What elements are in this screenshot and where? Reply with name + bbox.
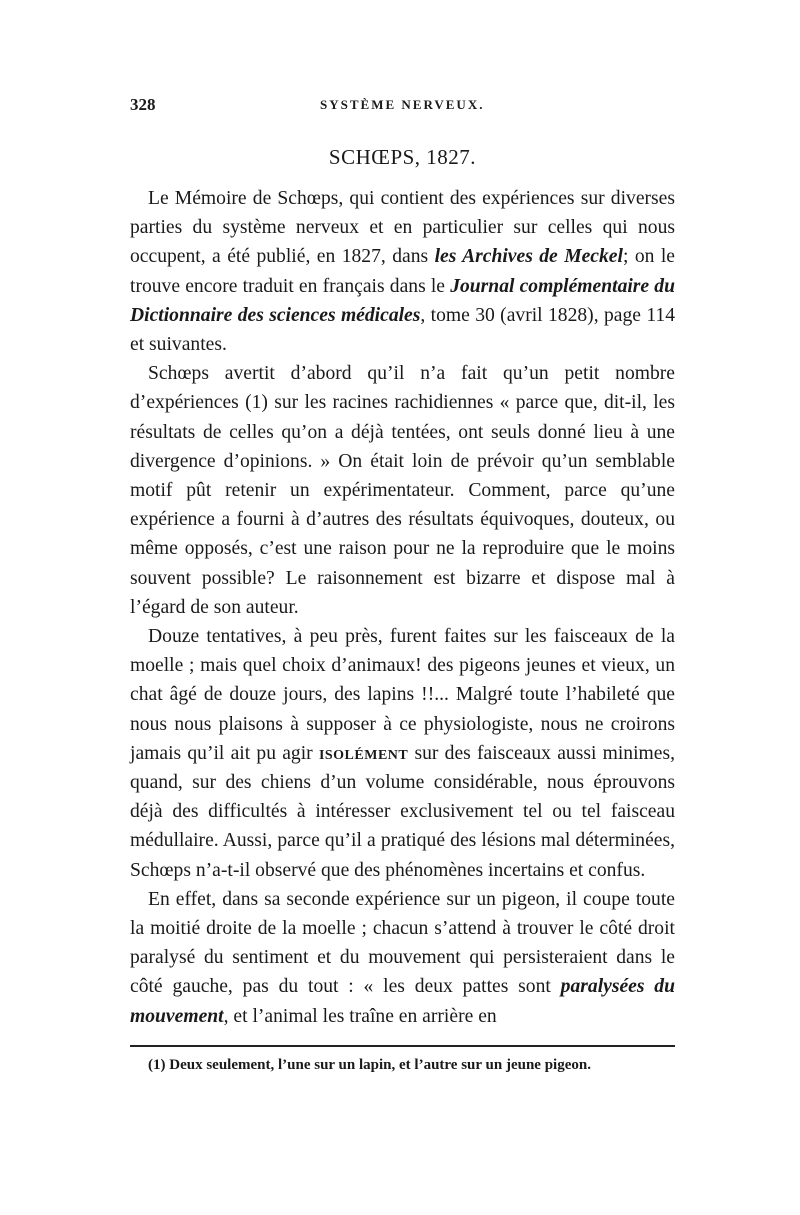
paragraph-1-italic-archives: les Archives de Meckel <box>434 246 623 268</box>
running-title: SYSTÈME NERVEUX. <box>320 97 485 112</box>
body-text <box>130 184 675 1031</box>
paragraph-4-text-b: , et l’animal les traîne en arrière en <box>223 1005 497 1027</box>
footnote: (1) Deux seulement, l’une sur un lapin, et l’autre sur un jeune pigeon. <box>148 1056 591 1073</box>
paragraph-3-text-a: Douze tentatives, à peu près, furent faites sur les faisceaux de la moelle ; mais quel choix d’animaux! des pigeons jeunes et vieux, un chat âgé de douze jours, des lapins !!... Malgré toute l’habileté que nous nous plaisons à supposer à ce physiologiste, nous ne croirons jamais qu’il ait pu agir <box>130 626 675 764</box>
paragraph-1 <box>130 184 675 359</box>
paragraph-1-text-c: , tome 30 (avril 1828), page 114 et suivantes. <box>130 304 675 356</box>
book-page <box>130 95 675 1074</box>
paragraph-1-text-a: Le Mémoire de Schœps, qui contient des expériences sur diverses parties du système nerveux et en particulier sur celles qui nous occupent, a été publié, en 1827, dans <box>130 188 675 268</box>
paragraph-3 <box>130 622 675 885</box>
paragraph-3-smallcaps: isolément <box>318 742 409 764</box>
page-number: 328 <box>130 95 156 114</box>
paragraph-4-text-a: En effet, dans sa seconde expérience sur un pigeon, il coupe toute la moitié droite de la moelle ; chacun s’attend à trouver le côté droit paralysé du sentiment et du mouvement qui persisteraient dans le côté gauche, pas du tout : « les deux pattes sont <box>130 888 675 998</box>
running-header <box>130 95 675 123</box>
footnote-divider <box>130 1045 675 1047</box>
paragraph-1-text-b: ; on le trouve encore traduit en français dans le <box>130 246 676 297</box>
paragraph-3-text-b: sur des faisceaux aussi minimes, quand, sur des chiens d’un volume considérable, nous éprouvons déjà des difficultés à intéresser exclusivement tel ou tel faisceau médullaire. Aussi, parce qu’il a pratiqué des lésions mal déterminées, Schœps n’a-t-il observé que des phénomènes incertains et confus. <box>130 742 675 881</box>
paragraph-4-italic: paralysées du mouvement <box>130 976 675 1027</box>
paragraph-1-italic-journal: Journal complémentaire du Dictionnaire des sciences médicales <box>130 275 675 326</box>
paragraph-2: Schœps avertit d’abord qu’il n’a fait qu’un petit nombre d’expériences (1) sur les racines rachidiennes « parce que, dit-il, les résultats de celles qu’on a déjà tentées, ont seuls donné lieu à une divergence d’opinions. » On était loin de prévoir qu’un semblable motif pût retenir un expérimentateur. Comment, parce qu’une expérience a fourni à d’autres des résultats équivoques, douteux, ou même opposés, c’est une raison pour ne la reproduire que le moins souvent possible? Le raisonnement est bizarre et dispose mal à l’égard de son auteur. <box>130 363 675 618</box>
paragraph-4 <box>130 885 675 1031</box>
section-title: SCHŒPS, 1827. <box>328 145 477 169</box>
